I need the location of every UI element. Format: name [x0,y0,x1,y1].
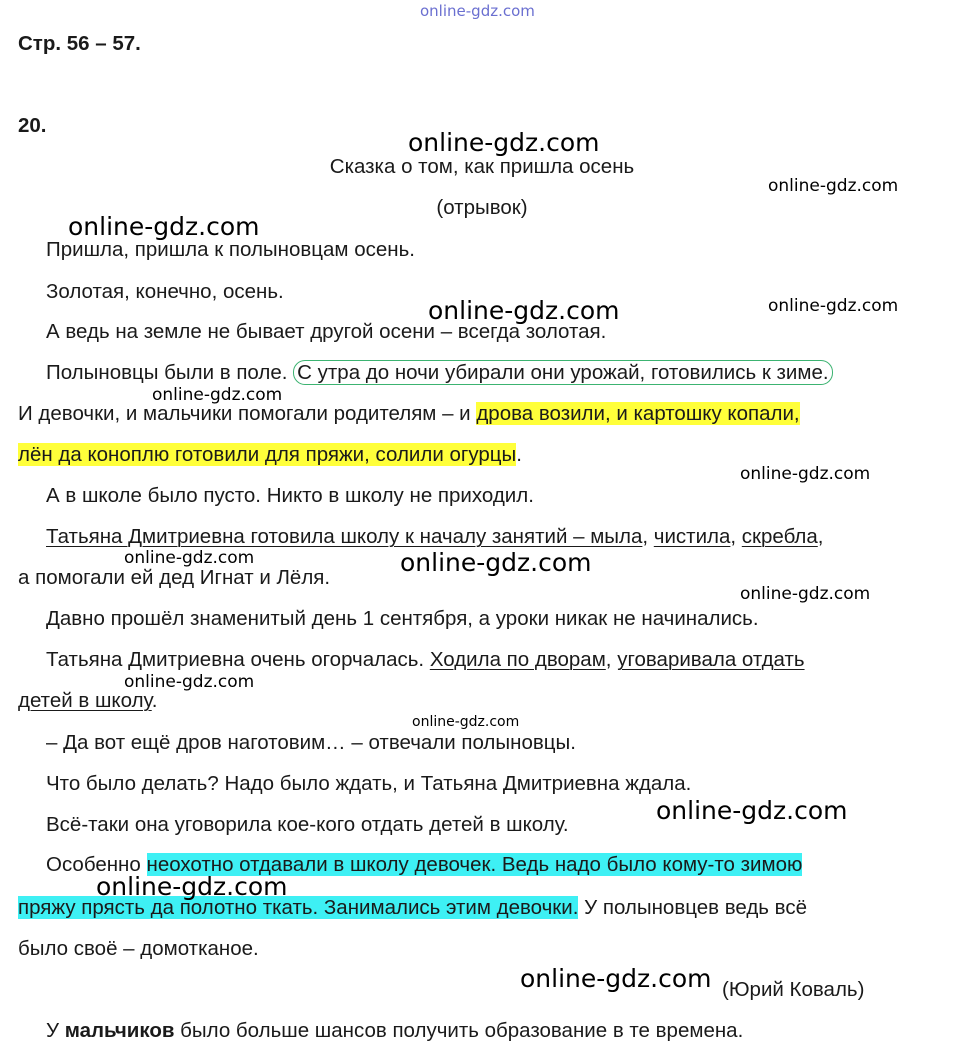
text-line [18,443,522,467]
answer-keyword: мальчиков [64,1019,175,1042]
text-fragment: , [730,525,742,548]
page-reference: Стр. 56 – 57. [18,32,141,55]
underlined-predicate: Татьяна Дмитриевна готовила школу к началу занятий – мыла [46,525,643,548]
text-fragment: , [642,525,654,548]
text-line: было своё – домотканое. [18,937,259,960]
text-fragment: У полыновцев ведь всё [578,896,807,919]
story-subtitle: (отрывок) [436,196,528,219]
highlight-yellow: дрова возили, и картошку копали, [476,402,800,425]
highlight-yellow: лён да коноплю готовили для пряжи, солили огурцы [18,443,517,466]
text-line: а помогали ей дед Игнат и Лёля. [18,566,331,589]
watermark: online-gdz.com [740,464,871,484]
text-line: Что было делать? Надо было ждать, и Татьяна Дмитриевна ждала. [46,772,692,795]
text-line [46,648,805,672]
text-line: – Да вот ещё дров наготовим… – отвечали полыновцы. [46,731,576,754]
text-line [46,525,823,549]
highlight-cyan: неохотно отдавали в школу девочек. Ведь надо было кому-то зимою [146,853,803,876]
text-fragment: было больше шансов получить образование в те времена. [174,1019,744,1042]
text-fragment: , [605,648,618,671]
text-line [46,361,833,385]
highlight-cyan: пряжу прясть да полотно ткать. Занимались этим девочки. [18,896,579,919]
underlined-predicate: чистила [653,525,731,548]
text-line [18,689,157,713]
text-fragment: И девочки, и мальчики помогали родителям – и [18,402,471,425]
text-fragment: Татьяна Дмитриевна очень огорчалась. [46,648,425,671]
watermark: online-gdz.com [124,548,255,568]
author: (Юрий Коваль) [722,978,865,1001]
story-title: Сказка о том, как пришла осень [329,155,635,178]
watermark: online-gdz.com [68,212,260,241]
text-line [18,402,800,426]
watermark: online-gdz.com [124,672,255,692]
watermark: online-gdz.com [656,796,848,825]
watermark: online-gdz.com [412,714,520,730]
watermark: online-gdz.com [768,176,899,196]
text-line: Давно прошёл знаменитый день 1 сентября, а уроки никак не начинались. [46,607,759,630]
text-fragment: Особенно [46,853,141,876]
watermark: online-gdz.com [520,964,712,993]
exercise-number: 20. [18,114,47,137]
underlined-predicate: детей в школу [18,689,152,712]
text-fragment: . [151,689,158,712]
watermark: online-gdz.com [400,548,592,577]
watermark: online-gdz.com [428,296,620,325]
watermark-top: online-gdz.com [420,2,535,20]
watermark: online-gdz.com [408,128,600,157]
text-line: Золотая, конечно, осень. [46,280,284,303]
text-fragment: , [817,525,824,548]
underlined-predicate: уговаривала отдать [617,648,805,671]
watermark: online-gdz.com [740,584,871,604]
text-line: Пришла, пришла к полыновцам осень. [46,238,415,261]
underlined-predicate: Ходила по дворам [429,648,606,671]
text-line: А ведь на земле не бывает другой осени – всегда золотая. [46,320,607,343]
text-line: А в школе было пусто. Никто в школу не приходил. [46,484,534,507]
circled-sentence: С утра до ночи убирали они урожай, готовились к зиме. [293,360,832,385]
watermark: online-gdz.com [96,872,288,901]
watermark: online-gdz.com [768,296,899,316]
answer-line [46,1019,743,1043]
text-fragment: . [516,443,522,466]
text-fragment: У [46,1019,65,1042]
underlined-predicate: скребла [741,525,818,548]
watermark: online-gdz.com [152,385,283,405]
text-line: Всё-таки она уговорила кое-кого отдать детей в школу. [46,813,569,836]
text-fragment: Полыновцы были в поле. [46,361,288,384]
